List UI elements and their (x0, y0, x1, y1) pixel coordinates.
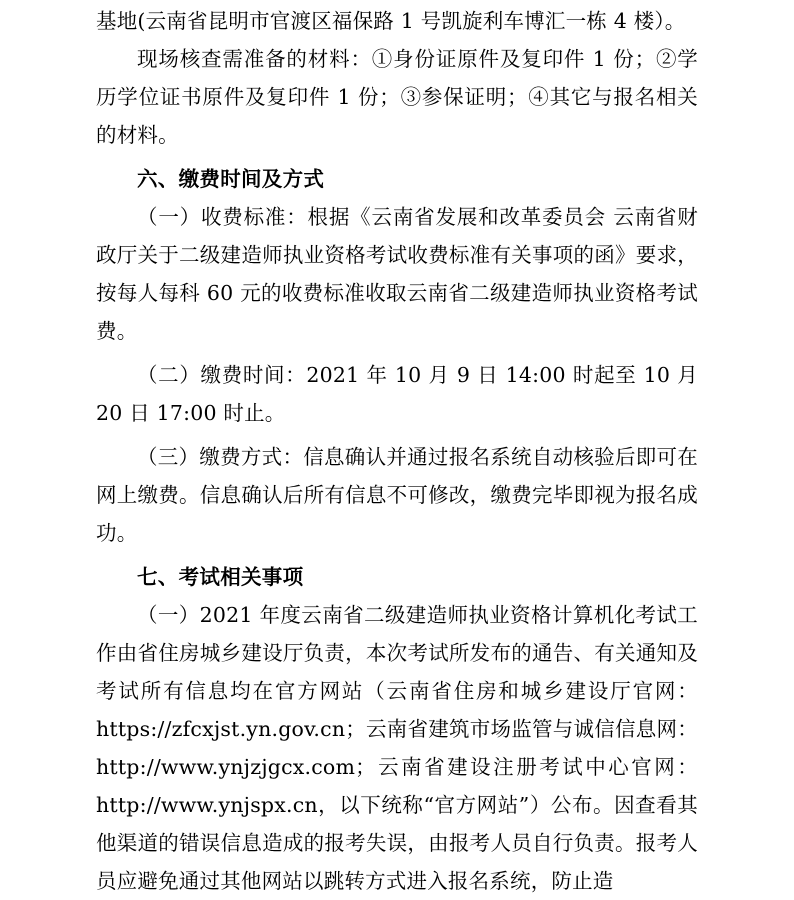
paragraph-base-address: 基地(云南省昆明市官渡区福保路 1 号凯旋利车博汇一栋 4 楼）。 (96, 9, 686, 33)
paragraph-fee-method: （三）缴费方式：信息确认并通过报名系统自动核验后即可在网上缴费。信息确认后所有信息不可修改，缴费完毕即视为报名成功。 (96, 445, 698, 545)
heading-section-six: 六、缴费时间及方式 (137, 167, 325, 191)
paragraph-onsite-materials: 现场核查需准备的材料：①身份证原件及复印件 1 份；②学历学位证书原件及复印件 1 份；③参保证明；④其它与报名相关的材料。 (96, 47, 698, 147)
paragraph-fee-standard: （一）收费标准：根据《云南省发展和改革委员会 云南省财政厅关于二级建造师执业资格考试收费标准有关事项的函》要求，按每人每科 60 元的收费标准收取云南省二级建造师执业资格考试费。 (96, 205, 698, 343)
heading-section-seven: 七、考试相关事项 (137, 565, 304, 589)
paragraph-fee-time: （二）缴费时间：2021 年 10 月 9 日 14:00 时起至 10 月 20 日 17:00 时止。 (96, 363, 698, 425)
document-body (96, 0, 698, 900)
paragraph-exam-notice: （一）2021 年度云南省二级建造师执业资格计算机化考试工作由省住房城乡建设厅负责，本次考试所发布的通告、有关通知及考试所有信息均在官方网站（云南省住房和城乡建设厅官网：https://zfcxjst.yn.gov.cn；云南省建筑市场监管与诚信信息网：http://www.ynjzjgcx.com；云南省建设注册考试中心官网：http://www.ynjspx.cn，以下统称“官方网站”）公布。因查看其他渠道的错误信息造成的报考失误，由报考人员自行负责。报考人员应避免通过其他网站以跳转方式进入报名系统，防止造 (96, 603, 698, 893)
